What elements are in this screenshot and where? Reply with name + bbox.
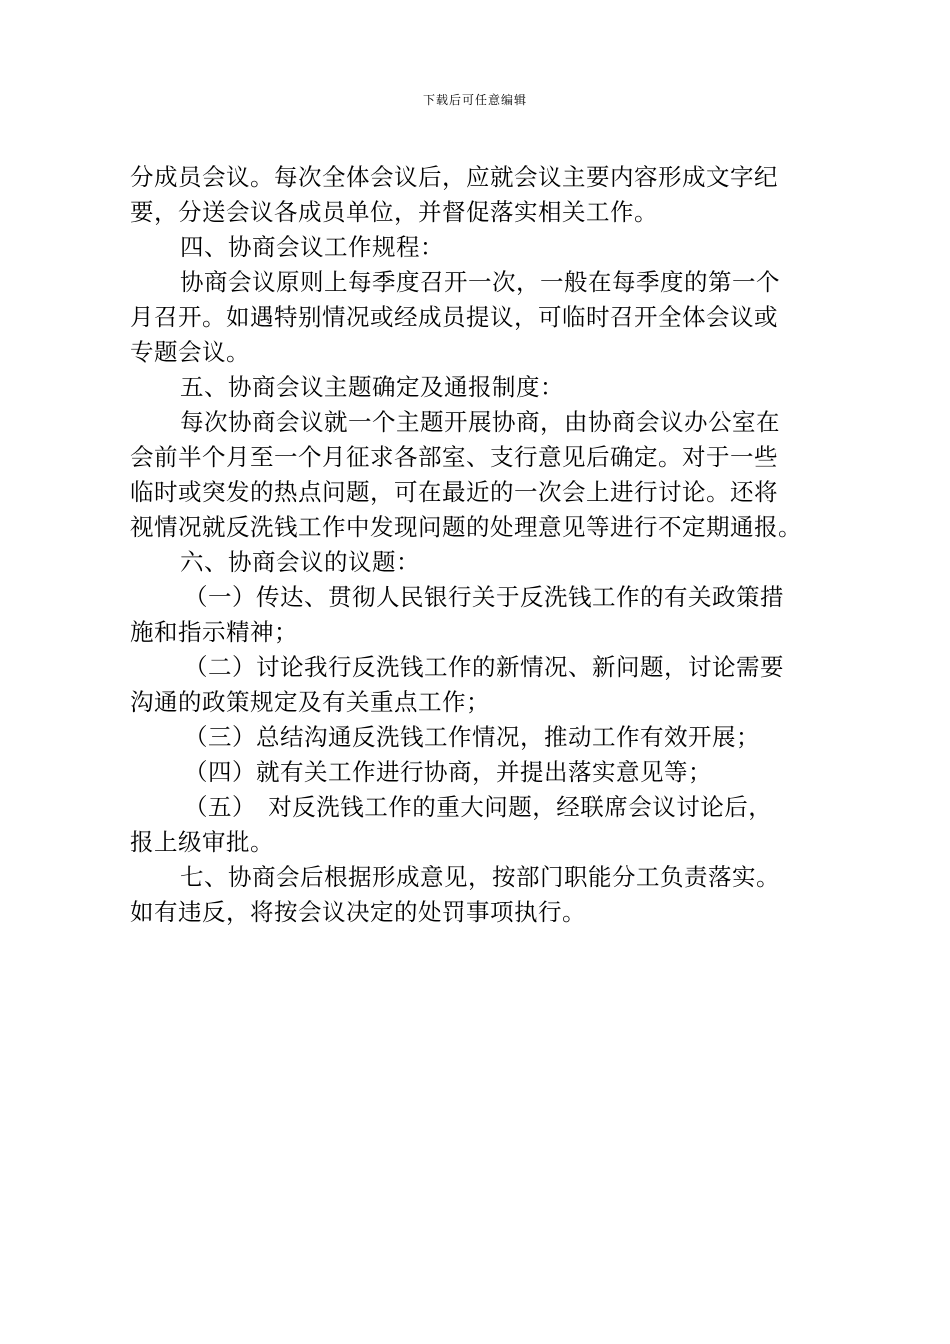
text-line: （三）总结沟通反洗钱工作情况，推动工作有效开展；	[184, 723, 760, 751]
text-line: 施和指示精神；	[130, 618, 298, 646]
text-line: （一）传达、贯彻人民银行关于反洗钱工作的有关政策措	[184, 583, 784, 611]
text-line: （二）讨论我行反洗钱工作的新情况、新问题，讨论需要	[184, 653, 784, 681]
text-line: 沟通的政策规定及有关重点工作；	[130, 688, 490, 716]
text-line: 四、协商会议工作规程：	[180, 233, 444, 261]
text-line: 临时或突发的热点问题，可在最近的一次会上进行讨论。还将	[130, 478, 778, 506]
text-line: 五、协商会议主题确定及通报制度：	[180, 373, 564, 401]
text-line: 要，分送会议各成员单位，并督促落实相关工作。	[130, 198, 658, 226]
text-line: （四）就有关工作进行协商，并提出落实意见等；	[184, 758, 712, 786]
text-line: 每次协商会议就一个主题开展协商，由协商会议办公室在	[180, 408, 780, 436]
text-line: 月召开。如遇特别情况或经成员提议，可临时召开全体会议或	[130, 303, 778, 331]
text-line: 会前半个月至一个月征求各部室、支行意见后确定。对于一些	[130, 443, 778, 471]
text-line: 视情况就反洗钱工作中发现问题的处理意见等进行不定期通报。	[130, 513, 802, 541]
text-line: 分成员会议。每次全体会议后，应就会议主要内容形成文字纪	[130, 163, 778, 191]
text-line: 协商会议原则上每季度召开一次，一般在每季度的第一个	[180, 268, 780, 296]
text-line: 六、协商会议的议题：	[180, 548, 420, 576]
document-body	[130, 160, 830, 930]
text-line: 报上级审批。	[130, 828, 274, 856]
text-line: 专题会议。	[130, 338, 250, 366]
text-line: 七、协商会后根据形成意见，按部门职能分工负责落实。	[180, 863, 780, 891]
text-line: 如有违反，将按会议决定的处罚事项执行。	[130, 898, 586, 926]
header-note: 下载后可任意编辑	[422, 93, 527, 107]
text-line: （五） 对反洗钱工作的重大问题，经联席会议讨论后，	[184, 793, 773, 821]
